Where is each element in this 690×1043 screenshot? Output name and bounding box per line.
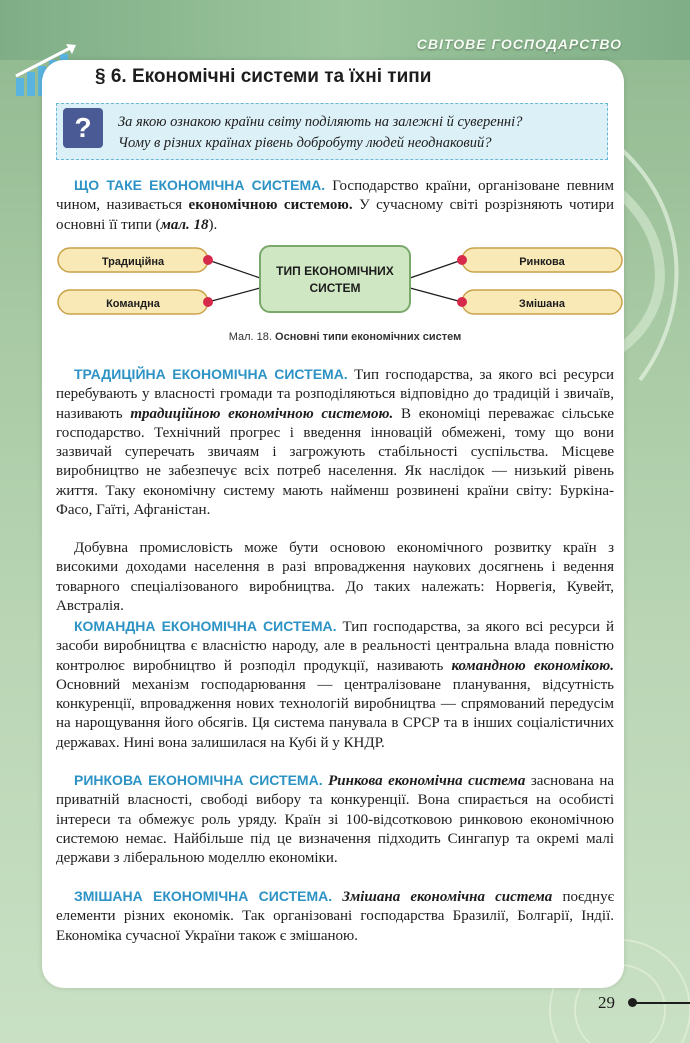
question-text: [118, 112, 598, 154]
label-mixed: Змішана: [518, 298, 566, 310]
connector-dot: [203, 255, 213, 265]
label-traditional: Традиційна: [101, 256, 165, 268]
center-label-2: СИСТЕМ: [309, 281, 361, 295]
command-heading: КОМАНДНА ЕКОНОМІЧНА СИСТЕМА.: [74, 618, 337, 634]
traditional-heading: ТРАДИЦІЙНА ЕКОНОМІЧНА СИСТЕМА.: [74, 366, 348, 382]
section-tag: СВІТОВЕ ГОСПОДАРСТВО: [416, 36, 622, 52]
traditional-paragraph: ТРАДИЦІЙНА ЕКОНОМІЧНА СИСТЕМА. Тип господарства, за якого всі ресурси перебувають у власності громади та розподіляються відповідно до традицій і звичаїв, називають традиційною економічною системою. В економіці переважає сільське господарство. Технічний прогрес і введення інновацій обмежені, тому що вони зазвичай суперечать звичаям і загрожують стабільності суспільства. Місцеве виробництво не забезпечує всіх потреб населення. Як наслідок — низький рівень життя. Таку економічну систему мають найменш розвинені країни світу: Буркіна-Фасо, Гаїті, Афганістан.: [56, 366, 615, 519]
market-term: Ринкова економічна система: [328, 773, 526, 789]
mixed-term: Змішана економічна система: [342, 889, 553, 905]
question-line-2: Чому в різних країнах рівень добробуту людей неоднаковий?: [118, 135, 492, 151]
traditional-term: традиційною економічною системою.: [130, 405, 394, 422]
label-market: Ринкова: [519, 256, 565, 268]
market-paragraph: РИНКОВА ЕКОНОМІЧНА СИСТЕМА. Ринкова економічна система заснована на приватній власності, свободі вибору та конкуренції. Вона спирається на особисті інтереси та обмежує роль уряду. Країн зі 100-відсотковою ринковою економічною системою немає. Найбільше під це визначення підходить Сингапур та окремі малі держави з ліберальною моделлю економіки.: [56, 772, 615, 867]
intro-term: економічною системою.: [188, 197, 353, 214]
center-label-1: ТИП ЕКОНОМІЧНИХ: [276, 264, 394, 278]
center-box: [260, 246, 410, 312]
figure-caption: Мал. 18. Основні типи економічних систем: [228, 331, 462, 343]
connector-dot: [457, 297, 467, 307]
page-title: § 6. Економічні системи та їхні типи: [95, 66, 432, 87]
page-line: [632, 1002, 690, 1004]
connector-dot: [203, 297, 213, 307]
intro-heading: ЩО ТАКЕ ЕКОНОМІЧНА СИСТЕМА.: [74, 177, 326, 193]
mixed-paragraph: ЗМІШАНА ЕКОНОМІЧНА СИСТЕМА. Змішана економічна система поєднує елементи різних економік. Так організовані господарства Бразилії, Болгарії, Індії. Економіка сучасної України також є змішаною.: [56, 888, 615, 944]
intro-paragraph: ЩО ТАКЕ ЕКОНОМІЧНА СИСТЕМА. Господарство країни, організоване певним чином, називається економічною системою. У сучасному світі розрізняють чотири основні її типи (мал. 18).: [56, 177, 615, 233]
mining-paragraph: Добувна промисловість може бути основою економічного розвитку країн з високими доходами населення в разі впровадження наукових досягнень і ведення товарного спеціалізованого виробництва. До таких належать: Норвегія, Кувейт, Австралія.: [56, 540, 614, 614]
question-line-1: За якою ознакою країни світу поділяють на залежні й суверенні?: [118, 114, 523, 130]
figure-ref: мал. 18: [160, 216, 209, 233]
connector-dot: [457, 255, 467, 265]
label-command: Командна: [106, 298, 160, 310]
mixed-heading: ЗМІШАНА ЕКОНОМІЧНА СИСТЕМА.: [74, 888, 333, 904]
economic-systems-diagram: [56, 240, 626, 320]
question-icon: ?: [63, 108, 103, 148]
market-heading: РИНКОВА ЕКОНОМІЧНА СИСТЕМА.: [74, 772, 323, 788]
page-number: 29: [598, 993, 615, 1012]
command-term: командною економікою.: [451, 657, 614, 674]
command-paragraph: КОМАНДНА ЕКОНОМІЧНА СИСТЕМА. Тип господарства, за якого всі ресурси й засоби виробництва є власністю народу, але в реальності центральна влада повністю контролює виробництво й розподіл продукції, називають командною економікою. Основний механізм господарювання — централізоване планування, відсутність конкуренції, впровадження нових технологій виробництва — спрямований передусім на нарощування його обсягів. Ця система панувала в СРСР та в інших соціалістичних державах. Нині вона залишилася на Кубі й у КНДР.: [56, 618, 615, 751]
